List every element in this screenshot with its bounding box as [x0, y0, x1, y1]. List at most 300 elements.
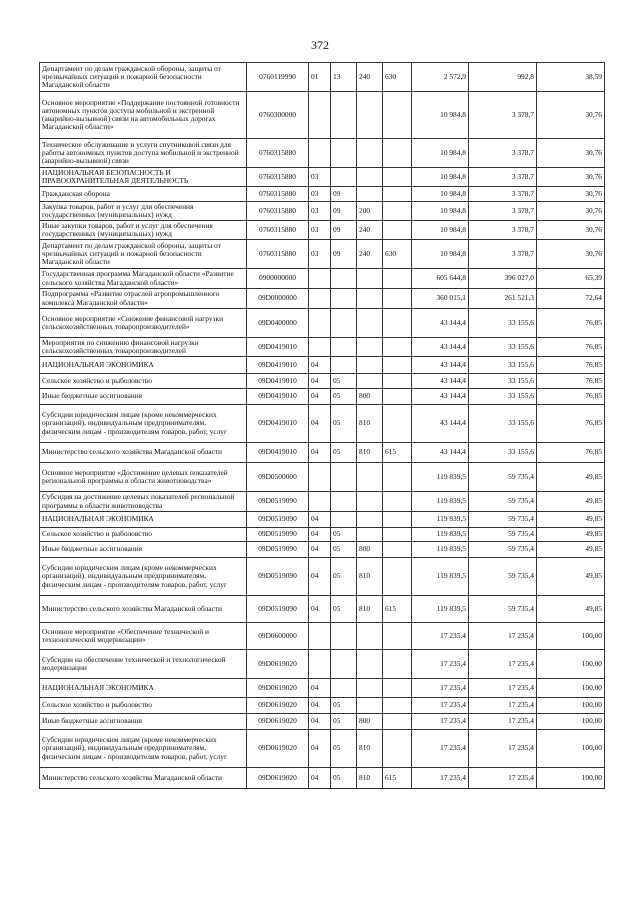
row-name: Субсидия на достижение целевых показателей региональной программы в области животноводства [40, 492, 247, 512]
row-ministry-code [383, 92, 412, 139]
row-executed-amount: 17 235,4 [469, 650, 537, 679]
row-subsection: 05 [331, 374, 357, 389]
row-subsection: 05 [331, 389, 357, 405]
row-section: 03 [309, 202, 331, 221]
row-plan-amount: 119 839,5 [412, 463, 469, 492]
row-expense-type: 810 [357, 558, 383, 596]
row-name: Министерство сельского хозяйства Магаданской области [40, 443, 247, 463]
row-execution-percent: 49,85 [537, 558, 605, 596]
row-target-code: 09D0419010 [247, 405, 309, 443]
row-target-code: 0900000000 [247, 269, 309, 289]
row-expense-type [357, 463, 383, 492]
row-plan-amount: 360 015,1 [412, 289, 469, 309]
row-name: Техническое обслуживание и услуги спутниковой связи для работы автономных пунктов доступа мобильной и экстренной (аварийно-вызывной) связи [40, 139, 247, 168]
row-ministry-code: 630 [383, 240, 412, 269]
row-ministry-code [383, 338, 412, 357]
row-name: Иные бюджетные ассигнования [40, 389, 247, 405]
row-subsection: 05 [331, 768, 357, 789]
row-subsection [331, 269, 357, 289]
row-target-code: 09D0619020 [247, 768, 309, 789]
row-section [309, 623, 331, 650]
budget-table-body [40, 63, 605, 789]
row-target-code: 09D0519090 [247, 492, 309, 512]
row-name: Основное мероприятие «Поддержание постоянной готовности автономных пунктов доступа мобильной и экстренной (аварийно-вызывной) связи на автомобильных дорогах Магаданской области» [40, 92, 247, 139]
row-expense-type [357, 650, 383, 679]
row-subsection [331, 679, 357, 698]
row-subsection: 05 [331, 558, 357, 596]
row-section: 04 [309, 730, 331, 768]
row-executed-amount: 3 378,7 [469, 139, 537, 168]
row-plan-amount: 10 984,8 [412, 168, 469, 187]
row-target-code: 09D0400000 [247, 309, 309, 338]
table-row [40, 698, 605, 714]
row-expense-type [357, 289, 383, 309]
row-section: 04 [309, 374, 331, 389]
row-execution-percent: 49,85 [537, 542, 605, 558]
row-subsection [331, 463, 357, 492]
row-execution-percent: 100,00 [537, 679, 605, 698]
row-ministry-code [383, 698, 412, 714]
row-subsection [331, 650, 357, 679]
row-name: Сельское хозяйство и рыболовство [40, 698, 247, 714]
row-name: НАЦИОНАЛЬНАЯ ЭКОНОМИКА [40, 679, 247, 698]
row-plan-amount: 43 144,4 [412, 374, 469, 389]
row-plan-amount: 119 839,5 [412, 492, 469, 512]
row-name: Основное мероприятие «Достижение целевых показателей региональной программы в области животноводства» [40, 463, 247, 492]
row-execution-percent: 49,85 [537, 463, 605, 492]
row-plan-amount: 17 235,4 [412, 698, 469, 714]
row-section [309, 463, 331, 492]
row-target-code: 09D0619020 [247, 698, 309, 714]
row-ministry-code [383, 309, 412, 338]
row-plan-amount: 10 984,8 [412, 240, 469, 269]
row-ministry-code [383, 405, 412, 443]
row-subsection [331, 512, 357, 528]
row-plan-amount: 17 235,4 [412, 714, 469, 730]
row-expense-type: 240 [357, 221, 383, 240]
row-section: 04 [309, 679, 331, 698]
row-target-code: 09D0600000 [247, 623, 309, 650]
row-ministry-code [383, 492, 412, 512]
row-plan-amount: 10 984,8 [412, 92, 469, 139]
row-subsection [331, 309, 357, 338]
row-subsection: 05 [331, 528, 357, 542]
table-row [40, 92, 605, 139]
row-executed-amount: 33 155,6 [469, 374, 537, 389]
row-name: Департамент по делам гражданской обороны, защиты от чрезвычайных ситуаций и пожарной безопасности Магаданской области [40, 240, 247, 269]
row-executed-amount: 3 378,7 [469, 240, 537, 269]
row-execution-percent: 76,85 [537, 309, 605, 338]
row-execution-percent: 76,85 [537, 405, 605, 443]
row-executed-amount: 33 155,6 [469, 405, 537, 443]
table-row [40, 405, 605, 443]
table-row [40, 357, 605, 374]
row-plan-amount: 2 572,9 [412, 63, 469, 92]
row-plan-amount: 43 144,4 [412, 405, 469, 443]
row-executed-amount: 3 378,7 [469, 92, 537, 139]
row-target-code: 0760315880 [247, 202, 309, 221]
row-plan-amount: 119 839,5 [412, 542, 469, 558]
row-executed-amount: 33 155,6 [469, 309, 537, 338]
row-plan-amount: 17 235,4 [412, 768, 469, 789]
row-expense-type [357, 269, 383, 289]
row-ministry-code [383, 168, 412, 187]
table-row [40, 596, 605, 623]
row-plan-amount: 119 839,5 [412, 528, 469, 542]
table-row [40, 463, 605, 492]
row-expense-type [357, 92, 383, 139]
row-expense-type: 800 [357, 542, 383, 558]
table-row [40, 443, 605, 463]
row-plan-amount: 17 235,4 [412, 623, 469, 650]
row-ministry-code [383, 714, 412, 730]
table-row [40, 623, 605, 650]
row-section: 04 [309, 357, 331, 374]
row-name: Иные бюджетные ассигнования [40, 542, 247, 558]
table-row [40, 374, 605, 389]
table-row [40, 202, 605, 221]
row-ministry-code [383, 512, 412, 528]
row-plan-amount: 43 144,4 [412, 443, 469, 463]
table-row [40, 492, 605, 512]
row-target-code: 09D0000000 [247, 289, 309, 309]
row-plan-amount: 10 984,8 [412, 139, 469, 168]
row-ministry-code [383, 289, 412, 309]
row-target-code: 0760315880 [247, 221, 309, 240]
row-ministry-code [383, 374, 412, 389]
row-target-code: 09D0619020 [247, 714, 309, 730]
table-row [40, 240, 605, 269]
row-expense-type [357, 492, 383, 512]
row-section [309, 492, 331, 512]
row-target-code: 09D0619020 [247, 730, 309, 768]
budget-table [39, 62, 605, 789]
row-execution-percent: 76,85 [537, 389, 605, 405]
row-subsection: 09 [331, 202, 357, 221]
row-subsection: 05 [331, 596, 357, 623]
row-subsection: 09 [331, 187, 357, 202]
row-target-code: 09D0619020 [247, 679, 309, 698]
row-expense-type: 810 [357, 730, 383, 768]
row-execution-percent: 30,76 [537, 240, 605, 269]
row-name: НАЦИОНАЛЬНАЯ ЭКОНОМИКА [40, 512, 247, 528]
row-executed-amount: 396 027,0 [469, 269, 537, 289]
table-row [40, 730, 605, 768]
row-plan-amount: 43 144,4 [412, 309, 469, 338]
table-row [40, 389, 605, 405]
row-expense-type [357, 528, 383, 542]
row-expense-type [357, 139, 383, 168]
row-plan-amount: 119 839,5 [412, 596, 469, 623]
table-row [40, 542, 605, 558]
row-target-code: 0760300000 [247, 92, 309, 139]
row-ministry-code [383, 187, 412, 202]
row-target-code: 09D0619020 [247, 650, 309, 679]
row-subsection: 09 [331, 221, 357, 240]
row-name: Министерство сельского хозяйства Магаданской области [40, 768, 247, 789]
row-section: 04 [309, 528, 331, 542]
row-execution-percent: 49,85 [537, 528, 605, 542]
row-subsection [331, 289, 357, 309]
row-name: Иные закупки товаров, работ и услуг для обеспечения государственных (муниципальных) нужд [40, 221, 247, 240]
row-name: Подпрограмма «Развитие отраслей агропромышленного комплекса Магаданской области» [40, 289, 247, 309]
row-execution-percent: 100,00 [537, 623, 605, 650]
row-section [309, 139, 331, 168]
row-ministry-code: 615 [383, 596, 412, 623]
row-section: 04 [309, 558, 331, 596]
row-subsection [331, 338, 357, 357]
row-name: НАЦИОНАЛЬНАЯ БЕЗОПАСНОСТЬ И ПРАВООХРАНИТЕЛЬНАЯ ДЕЯТЕЛЬНОСТЬ [40, 168, 247, 187]
row-expense-type [357, 512, 383, 528]
row-ministry-code [383, 389, 412, 405]
row-plan-amount: 17 235,4 [412, 730, 469, 768]
row-expense-type: 800 [357, 714, 383, 730]
table-row [40, 269, 605, 289]
row-execution-percent: 76,85 [537, 357, 605, 374]
row-target-code: 0760315880 [247, 240, 309, 269]
row-subsection: 05 [331, 405, 357, 443]
row-subsection [331, 139, 357, 168]
row-ministry-code [383, 542, 412, 558]
row-target-code: 0760315880 [247, 139, 309, 168]
row-plan-amount: 17 235,4 [412, 650, 469, 679]
row-section: 03 [309, 168, 331, 187]
row-subsection: 05 [331, 542, 357, 558]
row-section [309, 338, 331, 357]
row-name: Департамент по делам гражданской обороны, защиты от чрезвычайных ситуаций и пожарной безопасности Магаданской области [40, 63, 247, 92]
table-row [40, 221, 605, 240]
row-execution-percent: 76,85 [537, 338, 605, 357]
row-section: 03 [309, 187, 331, 202]
row-execution-percent: 72,64 [537, 289, 605, 309]
row-execution-percent: 38,59 [537, 63, 605, 92]
row-name: Субсидии на обеспечение технической и технологической модернизации [40, 650, 247, 679]
row-name: Сельское хозяйство и рыболовство [40, 528, 247, 542]
row-name: Субсидии юридическим лицам (кроме некоммерческих организаций), индивидуальным предпринимателям, физическим лицам - производителям товаров, работ, услуг [40, 558, 247, 596]
row-executed-amount: 17 235,4 [469, 698, 537, 714]
row-execution-percent: 49,85 [537, 596, 605, 623]
row-section: 04 [309, 389, 331, 405]
row-execution-percent: 30,76 [537, 187, 605, 202]
row-expense-type: 240 [357, 63, 383, 92]
row-ministry-code: 615 [383, 443, 412, 463]
row-ministry-code: 630 [383, 63, 412, 92]
row-target-code: 09D0419010 [247, 338, 309, 357]
table-row [40, 768, 605, 789]
row-plan-amount: 10 984,8 [412, 202, 469, 221]
row-subsection [331, 168, 357, 187]
row-executed-amount: 59 735,4 [469, 492, 537, 512]
table-row [40, 309, 605, 338]
row-execution-percent: 100,00 [537, 650, 605, 679]
row-name: НАЦИОНАЛЬНАЯ ЭКОНОМИКА [40, 357, 247, 374]
row-subsection: 13 [331, 63, 357, 92]
row-execution-percent: 49,85 [537, 492, 605, 512]
row-subsection: 05 [331, 730, 357, 768]
row-subsection [331, 623, 357, 650]
row-expense-type [357, 357, 383, 374]
row-ministry-code [383, 357, 412, 374]
row-section [309, 650, 331, 679]
row-expense-type: 800 [357, 389, 383, 405]
row-execution-percent: 100,00 [537, 714, 605, 730]
row-name: Субсидии юридическим лицам (кроме некоммерческих организаций), индивидуальным предпринимателям, физическим лицам - производителям товаров, работ, услуг [40, 405, 247, 443]
row-executed-amount: 59 735,4 [469, 596, 537, 623]
row-executed-amount: 17 235,4 [469, 714, 537, 730]
row-ministry-code [383, 463, 412, 492]
row-plan-amount: 43 144,4 [412, 357, 469, 374]
row-expense-type [357, 679, 383, 698]
row-subsection: 09 [331, 240, 357, 269]
row-plan-amount: 43 144,4 [412, 338, 469, 357]
row-plan-amount: 119 839,5 [412, 558, 469, 596]
row-executed-amount: 59 735,4 [469, 528, 537, 542]
row-target-code: 0760315880 [247, 187, 309, 202]
row-section: 04 [309, 698, 331, 714]
row-executed-amount: 59 735,4 [469, 463, 537, 492]
row-executed-amount: 17 235,4 [469, 679, 537, 698]
row-executed-amount: 17 235,4 [469, 768, 537, 789]
row-ministry-code: 615 [383, 768, 412, 789]
row-section [309, 92, 331, 139]
row-expense-type [357, 187, 383, 202]
table-row [40, 679, 605, 698]
row-executed-amount: 3 378,7 [469, 221, 537, 240]
row-ministry-code [383, 202, 412, 221]
row-execution-percent: 100,00 [537, 730, 605, 768]
row-ministry-code [383, 139, 412, 168]
row-plan-amount: 43 144,4 [412, 389, 469, 405]
row-target-code: 09D0419010 [247, 389, 309, 405]
row-executed-amount: 33 155,6 [469, 389, 537, 405]
row-expense-type: 810 [357, 768, 383, 789]
row-subsection [331, 92, 357, 139]
row-executed-amount: 17 235,4 [469, 623, 537, 650]
table-row [40, 168, 605, 187]
row-expense-type: 810 [357, 405, 383, 443]
row-name: Закупка товаров, работ и услуг для обеспечения государственных (муниципальных) нужд [40, 202, 247, 221]
table-row [40, 650, 605, 679]
row-ministry-code [383, 679, 412, 698]
row-name: Сельское хозяйство и рыболовство [40, 374, 247, 389]
page-number: 372 [311, 38, 329, 52]
row-target-code: 09D0500000 [247, 463, 309, 492]
row-expense-type: 810 [357, 596, 383, 623]
row-plan-amount: 119 839,5 [412, 512, 469, 528]
row-plan-amount: 10 984,8 [412, 221, 469, 240]
row-subsection: 05 [331, 698, 357, 714]
row-executed-amount: 3 378,7 [469, 202, 537, 221]
row-section: 04 [309, 714, 331, 730]
row-section: 01 [309, 63, 331, 92]
row-section: 03 [309, 240, 331, 269]
row-target-code: 09D0519090 [247, 528, 309, 542]
table-row [40, 338, 605, 357]
row-section: 04 [309, 512, 331, 528]
row-execution-percent: 30,76 [537, 168, 605, 187]
row-target-code: 09D0419010 [247, 374, 309, 389]
row-name: Субсидии юридическим лицам (кроме некоммерческих организаций), индивидуальным предпринимателям, физическим лицам - производителям товаров, работ, услуг [40, 730, 247, 768]
row-name: Государственная программа Магаданской области «Развитие сельского хозяйства Магаданской области» [40, 269, 247, 289]
row-execution-percent: 65,39 [537, 269, 605, 289]
row-expense-type [357, 374, 383, 389]
row-executed-amount: 17 235,4 [469, 730, 537, 768]
row-ministry-code [383, 221, 412, 240]
table-row [40, 558, 605, 596]
row-target-code: 09D0519090 [247, 596, 309, 623]
row-section [309, 269, 331, 289]
table-row [40, 714, 605, 730]
row-target-code: 09D0419010 [247, 357, 309, 374]
row-target-code: 09D0519090 [247, 512, 309, 528]
table-row [40, 187, 605, 202]
row-execution-percent: 100,00 [537, 768, 605, 789]
row-name: Иные бюджетные ассигнования [40, 714, 247, 730]
row-execution-percent: 49,85 [537, 512, 605, 528]
row-execution-percent: 30,76 [537, 92, 605, 139]
row-subsection [331, 492, 357, 512]
row-ministry-code [383, 558, 412, 596]
row-section: 04 [309, 596, 331, 623]
row-executed-amount: 59 735,4 [469, 558, 537, 596]
table-row [40, 528, 605, 542]
row-name: Основное мероприятие «Снижение финансовой нагрузки сельскохозяйственных товаропроизводителей» [40, 309, 247, 338]
row-name: Мероприятия по снижению финансовой нагрузки сельскохозяйственных товаропроизводителей [40, 338, 247, 357]
row-subsection: 05 [331, 714, 357, 730]
row-section: 03 [309, 221, 331, 240]
row-expense-type [357, 309, 383, 338]
row-execution-percent: 76,85 [537, 374, 605, 389]
row-execution-percent: 30,76 [537, 221, 605, 240]
row-section: 04 [309, 542, 331, 558]
row-plan-amount: 10 984,8 [412, 187, 469, 202]
row-expense-type: 240 [357, 240, 383, 269]
row-section [309, 289, 331, 309]
row-expense-type [357, 338, 383, 357]
row-plan-amount: 605 644,8 [412, 269, 469, 289]
row-execution-percent: 100,00 [537, 698, 605, 714]
row-subsection [331, 357, 357, 374]
row-executed-amount: 59 735,4 [469, 542, 537, 558]
row-expense-type: 200 [357, 202, 383, 221]
row-executed-amount: 3 378,7 [469, 187, 537, 202]
row-ministry-code [383, 650, 412, 679]
row-subsection: 05 [331, 443, 357, 463]
row-target-code: 0760315880 [247, 168, 309, 187]
row-target-code: 0760119990 [247, 63, 309, 92]
row-section: 04 [309, 405, 331, 443]
row-executed-amount: 33 155,6 [469, 443, 537, 463]
row-ministry-code [383, 623, 412, 650]
row-name: Министерство сельского хозяйства Магаданской области [40, 596, 247, 623]
row-executed-amount: 33 155,6 [469, 357, 537, 374]
row-name: Гражданская оборона [40, 187, 247, 202]
row-ministry-code [383, 269, 412, 289]
row-target-code: 09D0519090 [247, 542, 309, 558]
row-section [309, 309, 331, 338]
row-name: Основное мероприятие «Обеспечение технической и технологической модернизации» [40, 623, 247, 650]
row-target-code: 09D0519090 [247, 558, 309, 596]
row-executed-amount: 59 735,4 [469, 512, 537, 528]
row-executed-amount: 261 521,3 [469, 289, 537, 309]
row-ministry-code [383, 730, 412, 768]
row-executed-amount: 3 378,7 [469, 168, 537, 187]
table-row [40, 289, 605, 309]
row-execution-percent: 76,85 [537, 443, 605, 463]
row-ministry-code [383, 528, 412, 542]
row-section: 04 [309, 443, 331, 463]
row-plan-amount: 17 235,4 [412, 679, 469, 698]
